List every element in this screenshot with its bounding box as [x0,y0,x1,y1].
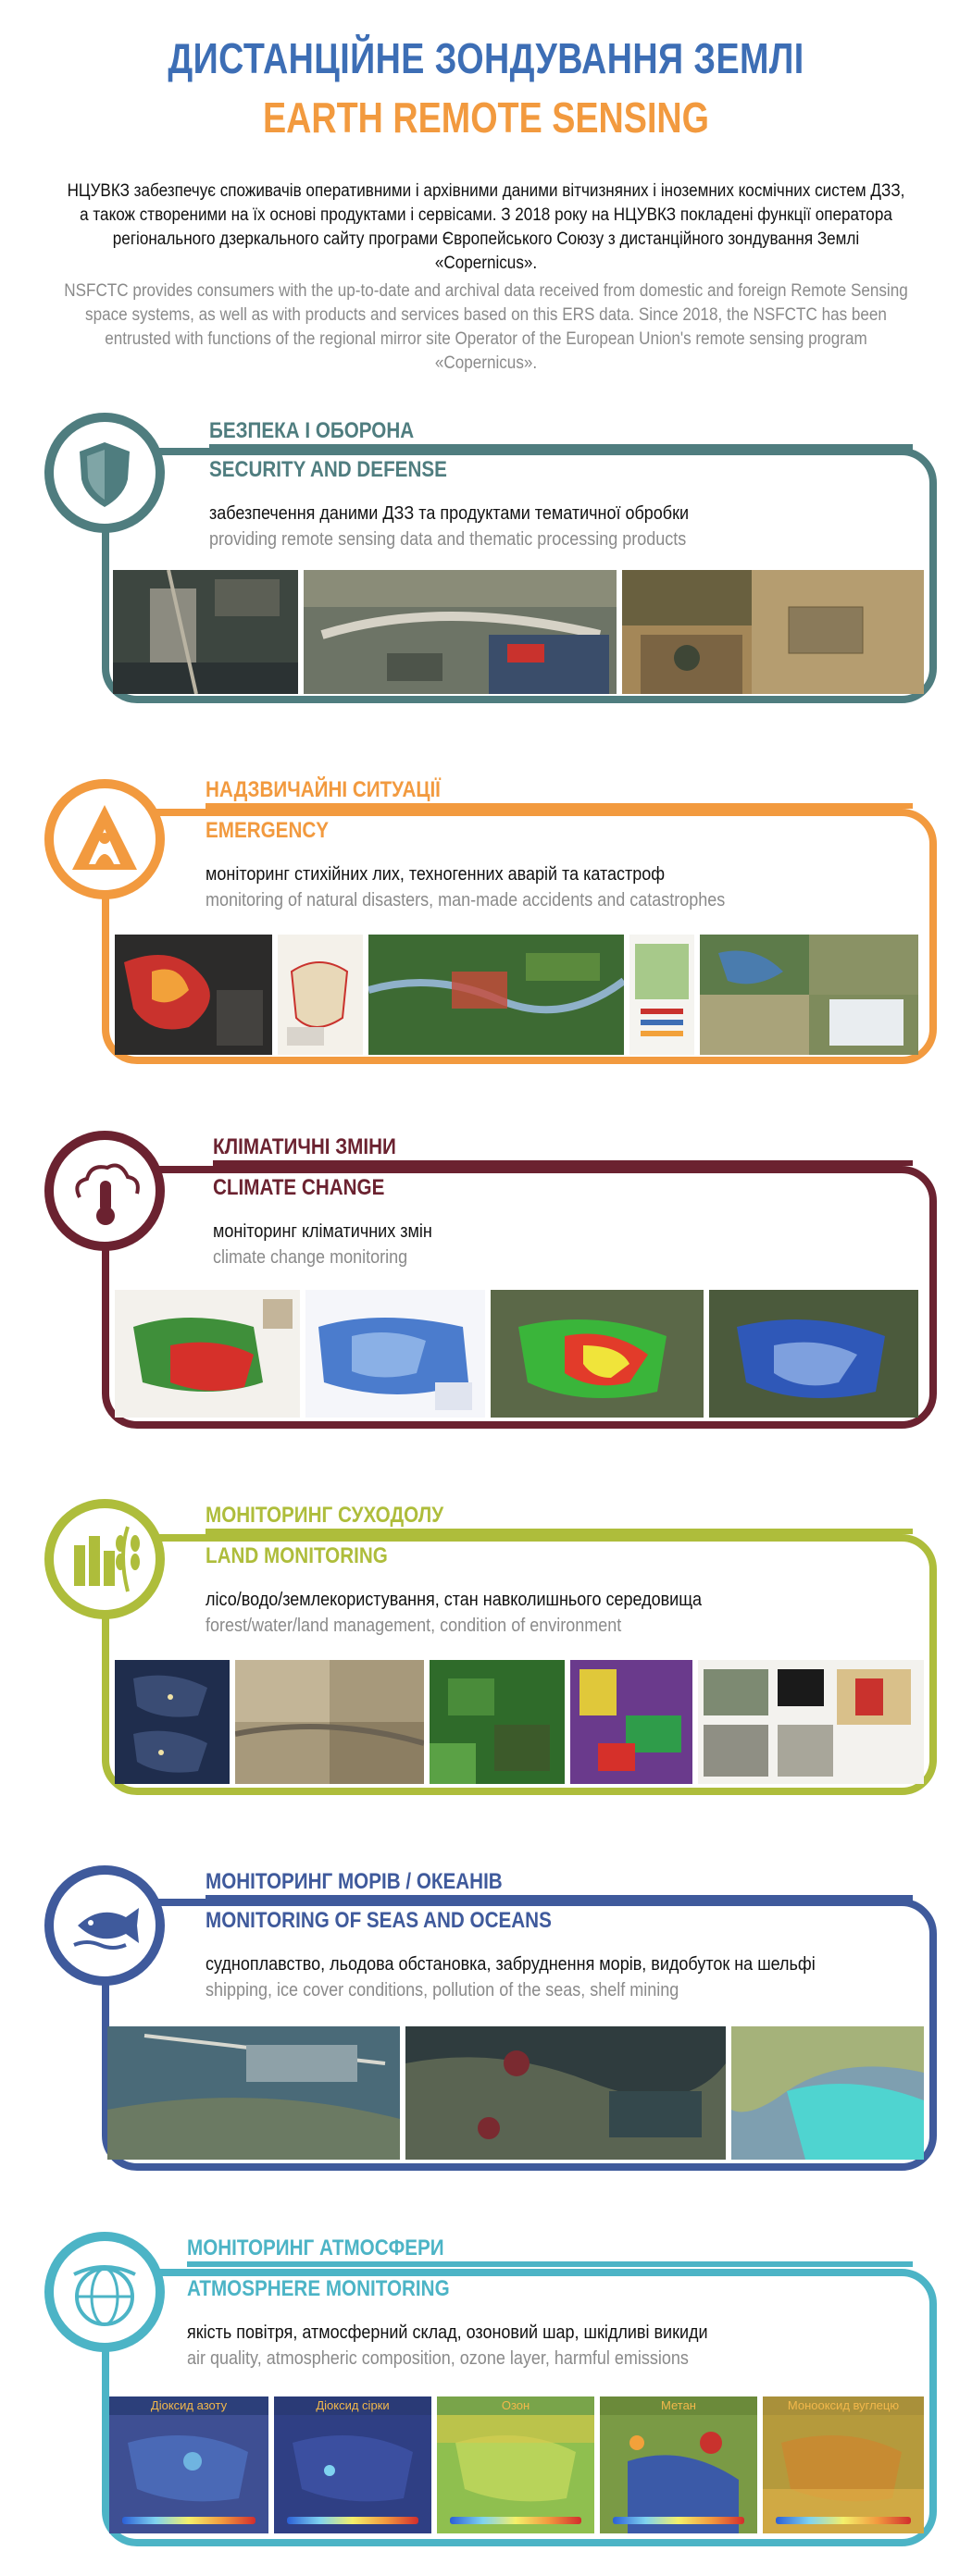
section-desc-en: providing remote sensing data and thematic processing products [209,529,687,550]
section-title-en: SECURITY AND DEFENSE [209,457,447,482]
image-strip [109,2396,924,2533]
section-atmosphere [0,2224,972,2567]
section-title-ua: БЕЗПЕКА І ОБОРОНА [209,418,415,443]
color-scale [613,2517,745,2524]
section-emergency [0,766,972,1071]
atmosphere-map-carbon-monoxide [763,2396,924,2533]
section-title-ua: МОНІТОРИНГ АТМОСФЕРИ [187,2235,444,2260]
satellite-image [709,1290,918,1418]
satellite-image [304,570,617,694]
section-desc-ua: якість повітря, атмосферний склад, озоновий шар, шкідливі викиди [187,2322,708,2343]
satellite-image [235,1660,424,1784]
page-title-ua: ДИСТАНЦІЙНЕ ЗОНДУВАННЯ ЗЕМЛІ [168,34,804,82]
section-divider [206,1529,913,1534]
section-desc-ua: моніторинг стихійних лих, техногенних аварій та катастроф [206,864,666,885]
section-icon-ring [44,413,165,533]
section-divider [187,2261,913,2267]
atmosphere-map-nitrogen [109,2396,268,2533]
map-label: Озон [501,2398,530,2412]
satellite-image [107,2026,400,2160]
section-divider [213,1160,913,1166]
intro-text-en: NSFCTC provides consumers with the up-to-date and archival data received from domestic and foreign Remote Sensing space systems, as well as with products and services based on this ERS data. Since 2018, the NSFCTC has been entrusted with functions of the regional mirror site Operator of the European Union's remote sensing program «Copernicus». [64,281,908,373]
atmosphere-map-methane [600,2396,757,2533]
section-title-en: ATMOSPHERE MONITORING [187,2276,450,2301]
land-wheat-icon [54,1508,156,1610]
map-label: Діоксид сірки [316,2398,390,2412]
map-label: Діоксид азоту [150,2398,228,2412]
color-scale [450,2517,582,2524]
satellite-image [113,570,298,694]
section-title-ua: НАДЗВИЧАЙНІ СИТУАЦІЇ [206,777,441,802]
map-image [629,935,694,1055]
section-seas [0,1858,972,2180]
image-strip [107,2026,924,2160]
map-image [698,1660,924,1784]
map-image [570,1660,692,1784]
satellite-image [430,1660,565,1784]
color-scale [287,2517,419,2524]
section-divider [206,1895,913,1901]
section-icon-ring [44,1865,165,1986]
emergency-triangle-icon [54,788,156,890]
satellite-image [115,935,272,1055]
image-strip [115,1290,924,1418]
satellite-image [622,570,924,694]
section-title-ua: МОНІТОРИНГ СУХОДОЛУ [206,1503,444,1528]
section-desc-en: shipping, ice cover conditions, pollution of the seas, shelf mining [206,1980,679,2000]
color-scale [122,2517,256,2524]
section-icon-ring [44,1499,165,1619]
shield-icon [54,422,156,524]
map-label: Метан [661,2398,696,2412]
section-icon-ring [44,1131,165,1251]
section-divider [209,444,913,450]
section-desc-ua: забезпечення даними ДЗЗ та продуктами тематичної обробки [209,503,690,524]
color-scale [776,2517,911,2524]
section-desc-en: monitoring of natural disasters, man-made accidents and catastrophes [206,890,726,910]
section-desc-ua: лісо/водо/землекористування, стан навколишнього середовища [206,1590,703,1610]
section-title-en: LAND MONITORING [206,1543,388,1568]
satellite-image [115,1660,230,1784]
globe-icon [54,2241,156,2343]
atmosphere-map-ozone [437,2396,594,2533]
section-title-ua: МОНІТОРИНГ МОРІВ / ОКЕАНІВ [206,1869,503,1894]
section-icon-ring [44,779,165,899]
section-icon-ring [44,2232,165,2352]
section-desc-en: air quality, atmospheric composition, ozone layer, harmful emissions [187,2348,689,2369]
satellite-image [368,935,624,1055]
section-security [0,407,972,712]
image-strip [115,1660,924,1784]
section-land [0,1490,972,1804]
section-climate [0,1123,972,1438]
satellite-image [700,935,918,1055]
cloud-thermometer-icon [54,1140,156,1242]
intro-text-ua: НЦУВКЗ забезпечує споживачів оперативними і архівними даними вітчизняних і іноземних космічних систем ДЗЗ, а також створеними на їх основі продуктами і сервісами. З 2018 року на НЦУВКЗ покладені функції оператора регіонального дзеркального сайту програми Європейського Союзу з дистанційного зондування Землі «Copernicus». [67,181,905,273]
satellite-image [731,2026,924,2160]
image-strip [115,935,924,1055]
page-title-en: EARTH REMOTE SENSING [262,93,710,142]
image-strip [113,570,924,694]
section-title-en: EMERGENCY [206,818,330,843]
section-desc-ua: судноплавство, льодова обстановка, забруднення морів, видобуток на шельфі [206,1954,816,1975]
map-image [305,1290,485,1418]
satellite-image [491,1290,704,1418]
section-title-en: MONITORING OF SEAS AND OCEANS [206,1908,552,1933]
map-image [115,1290,300,1418]
section-desc-en: forest/water/land management, condition of environment [206,1616,622,1636]
section-desc-ua: моніторинг кліматичних змін [213,1221,432,1242]
map-label: Монооксид вуглецю [787,2398,900,2412]
satellite-image [405,2026,726,2160]
section-title-en: CLIMATE CHANGE [213,1175,385,1200]
section-desc-en: climate change monitoring [213,1247,408,1268]
atmosphere-map-sulfur [274,2396,431,2533]
map-image [278,935,363,1055]
section-divider [206,803,913,809]
section-title-ua: КЛІМАТИЧНІ ЗМІНИ [213,1134,396,1159]
fish-icon [54,1875,156,1976]
